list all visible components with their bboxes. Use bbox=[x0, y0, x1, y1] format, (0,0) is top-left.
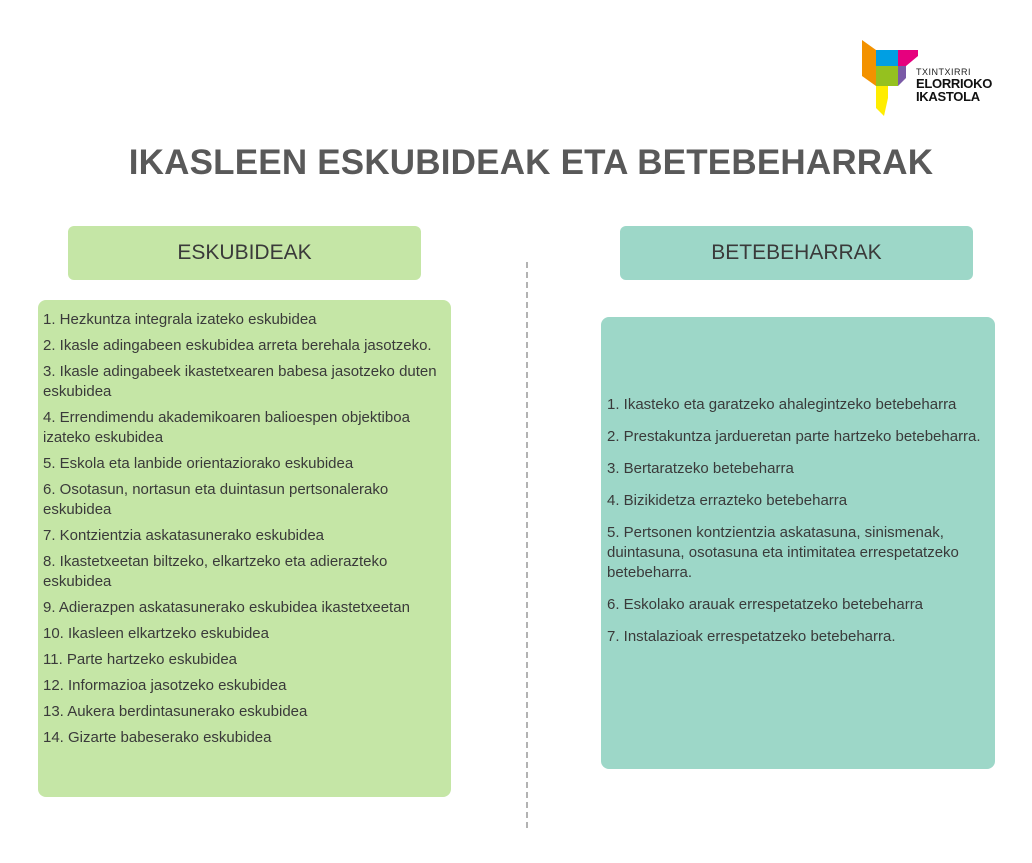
logo-text bbox=[916, 68, 992, 103]
rights-item: 13. Aukera berdintasunerako eskubidea bbox=[43, 703, 308, 720]
duties-item: 7. Instalazioak errespetatzeko betebeharra. bbox=[607, 628, 896, 645]
rights-item: 4. Errendimendu akademikoaren balioespen objektiboa izateko eskubidea bbox=[43, 409, 410, 446]
rights-item: 8. Ikastetxeetan biltzeko, elkartzeko eta adierazteko eskubidea bbox=[43, 553, 388, 590]
logo-line-1: TXINTXIRRI bbox=[916, 67, 972, 77]
rights-item: 6. Osotasun, nortasun eta duintasun pertsonalerako eskubidea bbox=[43, 481, 389, 518]
logo-line-3: IKASTOLA bbox=[916, 89, 980, 104]
duties-list bbox=[601, 317, 995, 769]
rights-item: 7. Kontzientzia askatasunerako eskubidea bbox=[43, 527, 325, 544]
duties-item: 3. Bertaratzeko betebeharra bbox=[607, 460, 794, 477]
logo-line-2: ELORRIOKO bbox=[916, 76, 993, 91]
rights-list bbox=[38, 300, 451, 797]
logo-mark-icon bbox=[858, 38, 918, 118]
rights-item: 12. Informazioa jasotzeko eskubidea bbox=[43, 677, 287, 694]
duties-item: 4. Bizikidetza errazteko betebeharra bbox=[607, 492, 848, 509]
duties-item: 6. Eskolako arauak errespetatzeko betebeharra bbox=[607, 596, 924, 613]
duties-header: BETEBEHARRAK bbox=[620, 226, 973, 280]
rights-item: 11. Parte hartzeko eskubidea bbox=[43, 651, 238, 668]
page-title: IKASLEEN ESKUBIDEAK ETA BETEBEHARRAK bbox=[128, 143, 934, 182]
rights-item: 1. Hezkuntza integrala izateko eskubidea bbox=[43, 311, 317, 328]
center-divider bbox=[526, 262, 528, 828]
rights-item: 2. Ikasle adingabeen eskubidea arreta berehala jasotzeko. bbox=[43, 337, 432, 354]
duties-item: 2. Prestakuntza jardueretan parte hartzeko betebeharra. bbox=[607, 428, 981, 445]
rights-item: 14. Gizarte babeserako eskubidea bbox=[43, 729, 272, 746]
rights-item: 3. Ikasle adingabeek ikastetxearen babesa jasotzeko duten eskubidea bbox=[43, 363, 437, 400]
rights-header: ESKUBIDEAK bbox=[68, 226, 421, 280]
ikastola-logo bbox=[858, 38, 1008, 118]
duties-item: 1. Ikasteko eta garatzeko ahalegintzeko betebeharra bbox=[607, 396, 957, 413]
rights-item: 9. Adierazpen askatasunerako eskubidea ikastetxeetan bbox=[43, 599, 410, 616]
duties-item: 5. Pertsonen kontzientzia askatasuna, sinismenak, duintasuna, osotasuna eta intimitatea errespetatzeko betebeharra. bbox=[607, 524, 959, 581]
rights-item: 5. Eskola eta lanbide orientaziorako eskubidea bbox=[43, 455, 354, 472]
rights-item: 10. Ikasleen elkartzeko eskubidea bbox=[43, 625, 269, 642]
